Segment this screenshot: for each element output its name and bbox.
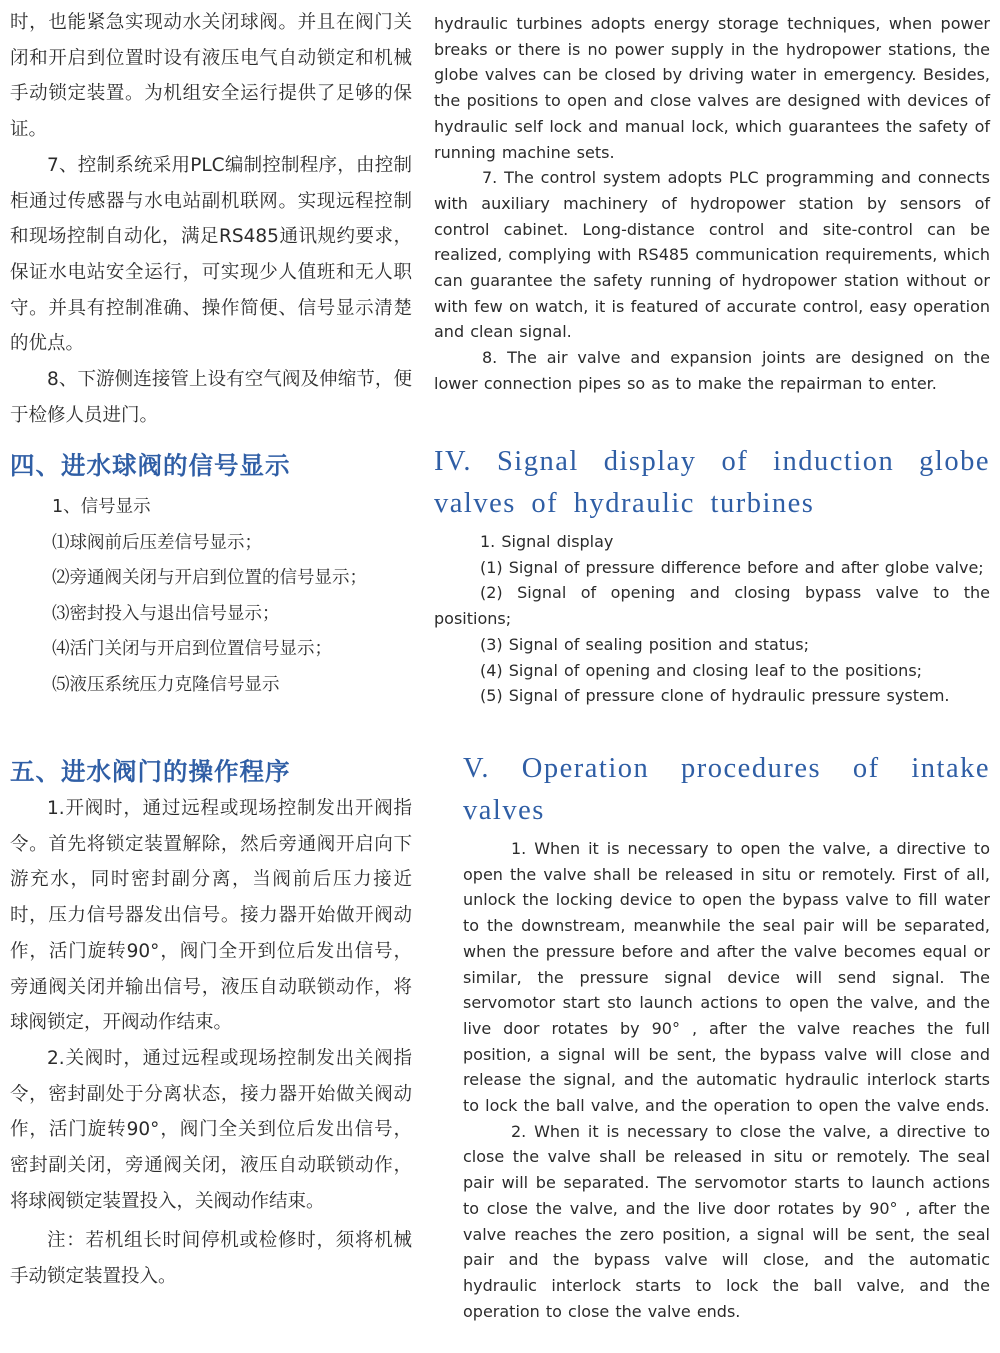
paragraph-cn: 7、控制系统采用PLC编制控制程序，由控制柜通过传感器与水电站副机联网。实现远程控制和现场控制自动化，满足RS485通讯规约要求，保证水电站安全运行，可实现少人值班和无人职守。并具有控制准确、操作简便、信号显示清楚的优点。	[10, 154, 412, 355]
list-item: ⑴球阀前后压差信号显示；	[52, 532, 262, 553]
section4-en	[434, 441, 990, 709]
section4-en-list	[434, 529, 990, 709]
paragraph-en: 1. When it is necessary to open the valve, a directive to open the valve shall be released in situ or remotely. First of all, unlock the locking device to open the bypass valve to fill water to the downstream, meanwhile the seal pair will be separated, when the pressure before and after the valve becomes equal or similar, the pressure signal device will send signal. The servomotor start sto launch actions to open the valve, and the live door rotates by 90° , after the valve reaches the full position, a signal will be sent, the bypass valve will close and release the signal, and the automatic hydraulic interlock starts to lock the ball valve, and the operation to open the valve ends.	[463, 839, 990, 1116]
note-cn: 注：若机组长时间停机或检修时，须将机械手动锁定装置投入。	[10, 1230, 412, 1288]
section5-cn	[10, 753, 412, 1295]
list-item: ⑸液压系统压力克隆信号显示	[52, 674, 280, 695]
list-item: ⑵旁通阀关闭与开启到位置的信号显示；	[52, 568, 367, 588]
paragraph-en: 2. When it is necessary to close the valve, a directive to close the valve shall be released in situ or remotely. The seal pair will be separated. The servomotor starts to launch actions to close the valve, and the live door rotates by 90° , after the valve reaches the zero position, a signal will be sent, the seal pair and the bypass valve will close, and the automatic hydraulic interlock starts to lock the ball valve, and the operation to close the valve ends.	[463, 1121, 990, 1321]
paragraph-en: 8. The air valve and expansion joints are designed on the lower connection pipes so as to make the repairman to enter.	[434, 348, 990, 393]
section4-en-title: IV. Signal display of induction globe valves of hydraulic turbines	[434, 446, 990, 519]
list-item: (2) Signal of opening and closing bypass valve to the positions;	[434, 583, 990, 629]
section5-en-body	[463, 836, 990, 1324]
list-item: (3) Signal of sealing position and status;	[480, 634, 809, 654]
paragraph-cn: 8、下游侧连接管上设有空气阀及伸缩节，便于检修人员进门。	[10, 369, 412, 426]
section4-cn-list	[10, 490, 412, 703]
paragraph-cn: 2.关阀时，通过远程或现场控制发出关阀指令，密封副处于分离状态，接力器开始做关阀动作，活门旋转90°，阀门全关到位后发出信号，密封副关闭，旁通阀关闭，液压自动联锁动作，将球阀锁定装置投入，关阀动作结束。	[10, 1047, 412, 1212]
paragraph-cn: 1.开阀时，通过远程或现场控制发出开阀指令。首先将锁定装置解除，然后旁通阀开启向下游充水，同时密封副分离，当阀前后压力接近时，压力信号器发出信号。接力器开始做开阀动作，活门旋转90°，阀门全开到位后发出信号，旁通阀关闭并输出信号，液压自动联锁动作，将球阀锁定，开阀动作结束。	[10, 798, 412, 1034]
list-item: (1) Signal of pressure difference before and after globe valve;	[480, 557, 984, 577]
list-item: ⑶密封投入与退出信号显示；	[52, 603, 280, 624]
list-item: 1. Signal display	[480, 532, 614, 551]
list-item: (5) Signal of pressure clone of hydraulic pressure system.	[480, 686, 950, 706]
top-cn-column	[10, 5, 412, 433]
list-item: (4) Signal of opening and closing leaf to the positions;	[480, 660, 923, 680]
section5-en	[463, 748, 990, 1324]
paragraph-en: hydraulic turbines adopts energy storage techniques, when power breaks or there is no power supply in the hydropower stations, the globe valves can be closed by driving water in emergency. Besides, the positions to open and close valves are designed with devices of hydraulic self lock and manual lock, which guarantees the safety of running machine sets.	[434, 14, 990, 162]
section5-en-title: V. Operation procedures of intake valves	[463, 753, 990, 826]
list-item: ⑷活门关闭与开启到位置信号显示；	[52, 639, 332, 659]
top-en-column	[434, 11, 990, 397]
section5-cn-title: 五、进水阀门的操作程序	[10, 757, 291, 786]
list-item: 1、信号显示	[52, 497, 151, 517]
paragraph-en: 7. The control system adopts PLC programming and connects with auxiliary machinery of hydropower station by sensors of control cabinet. Long-distance control and site-control can be realized, complying with RS485 communication requirements, which can guarantee the safety running of hydropower station without or with few on watch, it is featured of accurate control, easy operation and clean signal.	[434, 168, 990, 342]
section5-cn-body	[10, 791, 412, 1295]
section4-cn-title: 四、进水球阀的信号显示	[10, 451, 291, 480]
section4-cn	[10, 447, 412, 703]
paragraph-cn: 时，也能紧急实现动水关闭球阀。并且在阀门关闭和开启到位置时设有液压电气自动锁定和机械手动锁定装置。为机组安全运行提供了足够的保证。	[10, 12, 412, 141]
